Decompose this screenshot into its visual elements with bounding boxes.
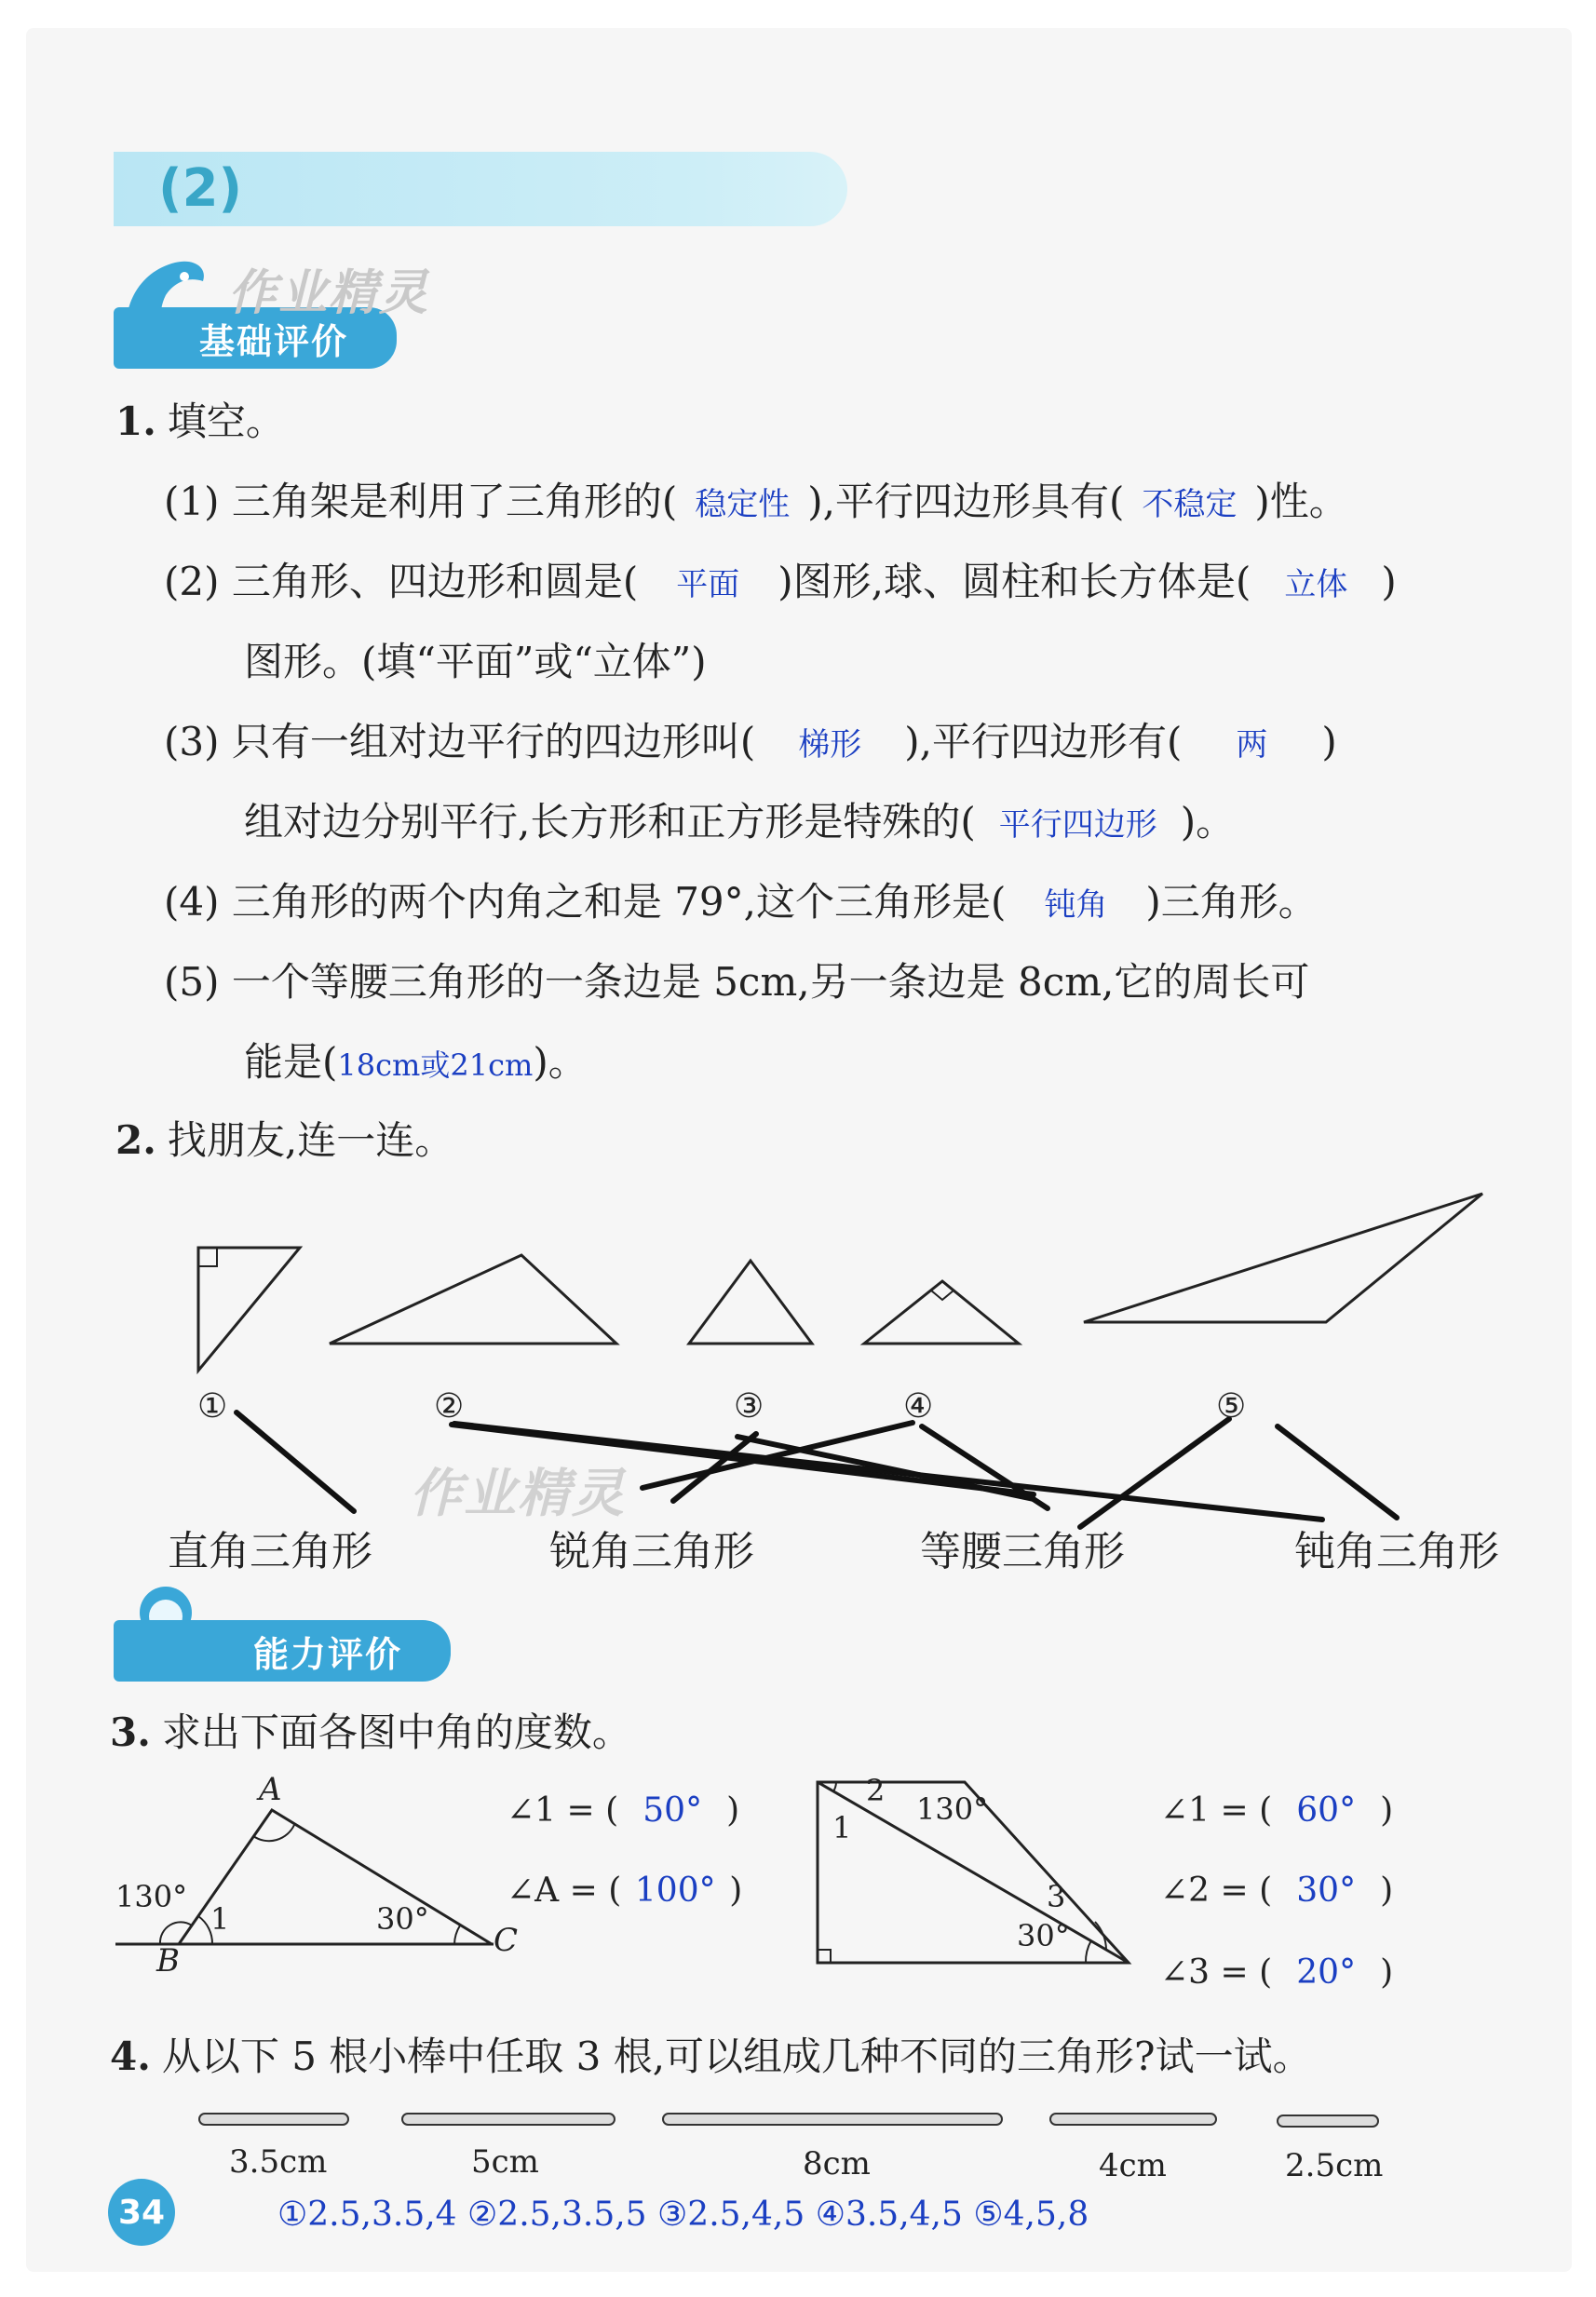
answer-2-1: 平面 [676,566,740,603]
q1-item-3-line2 [244,791,1235,847]
right-angle-mark [931,1290,954,1300]
answer-angle-1b: 60° [1296,1791,1357,1830]
angle-arc-30 [1086,1940,1091,1963]
answer-close: ) [1380,1871,1394,1910]
watermark-text: 作业精灵 [410,1464,626,1524]
link-4-isosceles [922,1426,1048,1508]
label-130-2: 130° [916,1791,989,1827]
item-text: 只有一组对边平行的四边形叫( [231,719,756,764]
stick-label-4: 4cm [1099,2147,1167,2184]
ability-evaluation-badge [114,1620,451,1682]
obtuse-triangle-shape [1084,1194,1482,1322]
page-number: 34 [108,2179,175,2246]
answer-angle-a: 100° [634,1871,716,1910]
q4-number: 4. [110,2034,151,2079]
label-c: C [494,1922,519,1959]
item-text: ) [1321,719,1337,764]
item-text: )图形,球、圆柱和长方体是( [778,559,1251,604]
label-130: 130° [115,1879,188,1914]
link-5-isosceles [1080,1419,1229,1527]
label-a: A [259,1771,282,1808]
answer-5-1: 18cm或21cm [337,1047,534,1083]
answer-label: ∠A = ( [507,1871,622,1910]
item-prefix: (1) [164,479,220,524]
q1-item-5-line2 [244,1032,588,1088]
item-text: ) [1381,559,1397,604]
right-angle-mark [818,1950,831,1963]
answer-2-2: 立体 [1284,566,1348,603]
answer-angle-2: 30° [1296,1871,1357,1910]
item-text: )性。 [1254,479,1348,524]
sticks-figure [0,2102,1596,2140]
item-prefix: (5) [164,959,220,1005]
stick-4cm [1050,2114,1216,2125]
q1-item-5 [164,952,1309,1007]
label-obtuse-triangle: 钝角三角形 [1294,1528,1499,1575]
answer-3-3: 平行四边形 [998,806,1157,844]
stick-2-5cm [1278,2115,1378,2127]
q1-item-2 [164,551,1397,607]
item-text: )。 [533,1039,588,1085]
q4-title [110,2026,1312,2082]
item-text: 能是( [244,1039,338,1085]
answer-1-2: 不稳定 [1142,486,1238,523]
q2-title-text: 找朋友,连一连。 [167,1117,454,1163]
basic-evaluation-label: 基础评价 [199,320,349,362]
q1-item-4 [164,872,1318,927]
equilateral-triangle-shape [689,1261,812,1344]
ability-evaluation-label: 能力评价 [253,1633,403,1675]
q3-title [110,1702,631,1758]
answer-4-1: 钝角 [1044,886,1108,924]
marker-2: ② [434,1387,465,1425]
obtuse-isosceles-shape [330,1255,616,1344]
fig2-answer-1 [1160,1791,1393,1830]
label-right-triangle: 直角三角形 [168,1528,372,1575]
q1-item-3 [164,711,1337,767]
answer-label: ∠2 = ( [1160,1871,1273,1910]
item-prefix: (3) [164,719,220,764]
stick-8cm [663,2114,1002,2125]
item-prefix: (2) [164,559,220,604]
answer-close: ) [1380,1791,1394,1830]
q3-number: 3. [110,1709,151,1755]
stick-label-2: 5cm [471,2143,539,2181]
q4-answer: ①2.5,3.5,4 ②2.5,3.5,5 ③2.5,4,5 ④3.5,4,5 ⑤4,5,8 [277,2196,1089,2234]
q4-title-text: 从以下 5 根小棒中任取 3 根,可以组成几种不同的三角形?试一试。 [161,2034,1312,2079]
fig2-answer-3 [1160,1953,1393,1992]
item-text: )。 [1180,799,1236,844]
q1-item-1 [164,471,1348,527]
label-b: B [156,1942,180,1979]
answer-label: ∠1 = ( [507,1791,619,1830]
q1-title [115,391,285,447]
stick-3-5cm [199,2114,348,2125]
marker-5: ⑤ [1216,1387,1247,1425]
label-angle-1: 1 [210,1901,230,1937]
q1-title-text: 填空。 [167,399,285,444]
link-3-acute [673,1434,756,1501]
marker-4: ④ [903,1387,934,1425]
item-text: 三角形、四边形和圆是( [231,559,639,604]
answer-angle-3: 20° [1296,1953,1357,1992]
section-label: (2) [158,158,243,219]
answer-close: ) [726,1791,740,1830]
item-text: ),平行四边形具有( [807,479,1125,524]
q2-number: 2. [115,1117,156,1163]
answer-3-1: 梯形 [798,726,862,763]
q3-title-text: 求出下面各图中角的度数。 [161,1709,631,1755]
link-1-right [237,1412,354,1511]
stick-label-5: 2.5cm [1285,2147,1384,2184]
stick-label-1: 3.5cm [229,2143,328,2181]
watermark-text: 作业精灵 [228,265,430,321]
label-3: 3 [1047,1879,1066,1914]
fig1-answer-a [507,1871,742,1910]
q1-number: 1. [115,399,156,444]
isosceles-right-triangle-shape [864,1281,1019,1344]
label-isosceles-triangle: 等腰三角形 [920,1528,1125,1575]
fig2-answer-2 [1160,1871,1393,1910]
item-text: ),平行四边形有( [904,719,1183,764]
item-text: 三角架是利用了三角形的( [231,479,678,524]
q1-item-2-line2: 图形。(填“平面”或“立体”) [244,639,707,684]
item-text: 组对边分别平行,长方形和正方形是特殊的( [244,799,976,844]
answer-label: ∠1 = ( [1160,1791,1273,1830]
answer-angle-1: 50° [642,1791,703,1830]
label-30: 30° [376,1901,429,1937]
fig1-answer-1 [507,1791,739,1830]
angle-arc-c [454,1925,460,1944]
answer-label: ∠3 = ( [1160,1953,1273,1992]
answer-3-2: 两 [1236,726,1268,763]
item-prefix: (4) [164,879,220,925]
link-4-acute [642,1423,913,1488]
marker-3: ③ [734,1387,764,1425]
answer-close: ) [729,1871,743,1910]
stick-5cm [402,2114,615,2125]
link-5-obtuse [1278,1426,1397,1518]
label-1: 1 [832,1810,852,1845]
answer-close: ) [1380,1953,1394,1992]
label-30-2: 30° [1017,1918,1070,1953]
item-text: )三角形。 [1145,879,1318,925]
item-text: 三角形的两个内角之和是 79°,这个三角形是( [231,879,1007,925]
label-acute-triangle: 锐角三角形 [549,1528,754,1575]
right-angle-mark [198,1248,217,1266]
q2-title [115,1110,453,1166]
item-text: 一个等腰三角形的一条边是 5cm,另一条边是 8cm,它的周长可 [231,959,1310,1005]
answer-1-1: 稳定性 [695,486,791,523]
stick-label-3: 8cm [803,2145,871,2182]
marker-1: ① [197,1387,228,1425]
label-2: 2 [866,1773,886,1808]
